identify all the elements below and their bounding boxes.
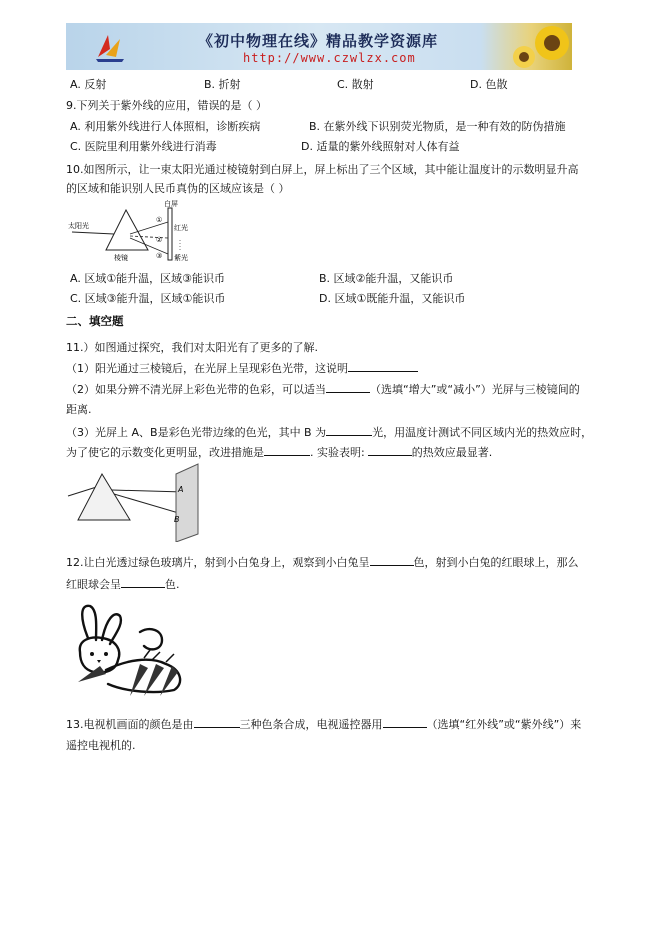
q11-part2-text-a: （2）如果分辨不清光屏上彩色光带的色彩，可以适当 (66, 383, 326, 396)
q12-text-b: 色，射到小白兔的红眼球上，那么 (413, 556, 579, 569)
q13-text-a: 13.电视机画面的颜色是由 (66, 718, 194, 731)
q11-blank-4[interactable] (264, 444, 310, 456)
q13-line2: 遥控电视机的. (66, 739, 136, 752)
label-prism: 棱镜 (114, 254, 128, 262)
q9-option-b: B. 在紫外线下识别荧光物质，是一种有效的防伪措施 (309, 120, 566, 133)
q8-option-b: B. 折射 (204, 78, 241, 91)
q12-blank-1[interactable] (370, 554, 414, 566)
q11-part3-text-a: （3）光屏上 A、B是彩色光带边缘的色光，其中 B 为 (66, 426, 327, 439)
sunflower-icon (512, 23, 572, 70)
q11-blank-2[interactable] (326, 381, 370, 393)
q11-part1 (66, 360, 418, 377)
q11-part3-text-e: 的热效应最显著. (411, 446, 493, 459)
q11-part2-text-b: （选填“增大”或“减小”）光屏与三棱镜间的 (370, 383, 580, 396)
q10-option-b: B. 区域②能升温，又能识币 (319, 272, 454, 285)
label-region-1: ① (156, 216, 163, 224)
q12-text-a: 12.让白光透过绿色玻璃片，射到小白兔身上，观察到小白兔呈 (66, 556, 370, 569)
q13-text-b: 三种色条合成，电视遥控器用 (239, 718, 383, 731)
q13-blank-2[interactable] (383, 716, 427, 728)
q12-blank-2[interactable] (121, 576, 165, 588)
q10-stem-line2: 的区域和能识别人民币真伪的区域应该是（ ） (66, 182, 290, 195)
q10-option-c: C. 区域③能升温，区域①能识币 (70, 292, 226, 305)
q11-blank-1[interactable] (348, 360, 418, 372)
label-a: A (178, 485, 184, 494)
q10-option-a: A. 区域①能升温，区域③能识币 (70, 272, 226, 285)
q11-part3 (66, 424, 592, 441)
q8-option-a: A. 反射 (70, 78, 107, 91)
q13-line1 (66, 716, 581, 733)
banner-url: http://www.czwlzx.com (243, 51, 416, 65)
q9-option-c: C. 医院里利用紫外线进行消毒 (70, 140, 217, 153)
q9-option-a: A. 利用紫外线进行人体照相，诊断疾病 (70, 120, 261, 133)
q11-part2 (66, 381, 580, 398)
q12-line1 (66, 554, 579, 571)
q8-option-c: C. 散射 (337, 78, 374, 91)
q12-text-d: 色. (165, 578, 180, 591)
q11-blank-3[interactable] (326, 424, 372, 436)
q11-stem: 11.）如图通过探究，我们对太阳光有了更多的了解. (66, 341, 318, 354)
q13-blank-1[interactable] (194, 716, 240, 728)
q11-blank-5[interactable] (368, 444, 412, 456)
q12-text-c: 红眼球会呈 (66, 578, 121, 591)
label-red-light: 红光 (174, 224, 188, 232)
label-sunlight: 太阳光 (68, 222, 89, 230)
q11-part3-line2 (66, 444, 492, 461)
q11-part3-text-b: 光，用温度计测试不同区域内光的热效应时， (372, 426, 593, 439)
q9-stem: 9.下列关于紫外线的应用，错误的是（ ） (66, 99, 267, 112)
section-heading: 二、填空题 (66, 314, 124, 328)
label-region-3: ③ (156, 252, 163, 260)
q9-option-d: D. 适量的紫外线照射对人体有益 (301, 140, 460, 153)
q10-stem-line1: 10.如图所示，让一束太阳光通过棱镜射到白屏上，屏上标出了三个区域，其中能让温度计的示数明显升高 (66, 163, 579, 176)
q11-part2-line2: 距离. (66, 403, 92, 416)
q11-part1-text: （1）阳光通过三棱镜后，在光屏上呈现彩色光带，这说明 (66, 362, 348, 375)
rabbit-illustration (66, 598, 192, 696)
label-region-2: ② (156, 236, 163, 244)
q10-option-d: D. 区域①既能升温，又能识币 (319, 292, 466, 305)
q11-part3-text-c: 为了使它的示数变化更明显，改进措施是 (66, 446, 264, 459)
label-screen: 白屏 (164, 200, 178, 208)
prism-experiment-figure (64, 462, 224, 542)
label-violet-light: 紫光 (174, 254, 188, 262)
prism-screen-figure (64, 200, 204, 262)
q8-option-d: D. 色散 (470, 78, 508, 91)
q13-text-c: （选填“红外线”或“紫外线”）来 (426, 718, 582, 731)
header-banner (66, 23, 572, 70)
q12-line2 (66, 576, 180, 593)
q11-part3-text-d: . 实验表明: (310, 446, 365, 459)
logo-icon (94, 31, 128, 63)
banner-title: 《初中物理在线》精品教学资源库 (198, 32, 439, 50)
label-b: B (174, 515, 180, 524)
